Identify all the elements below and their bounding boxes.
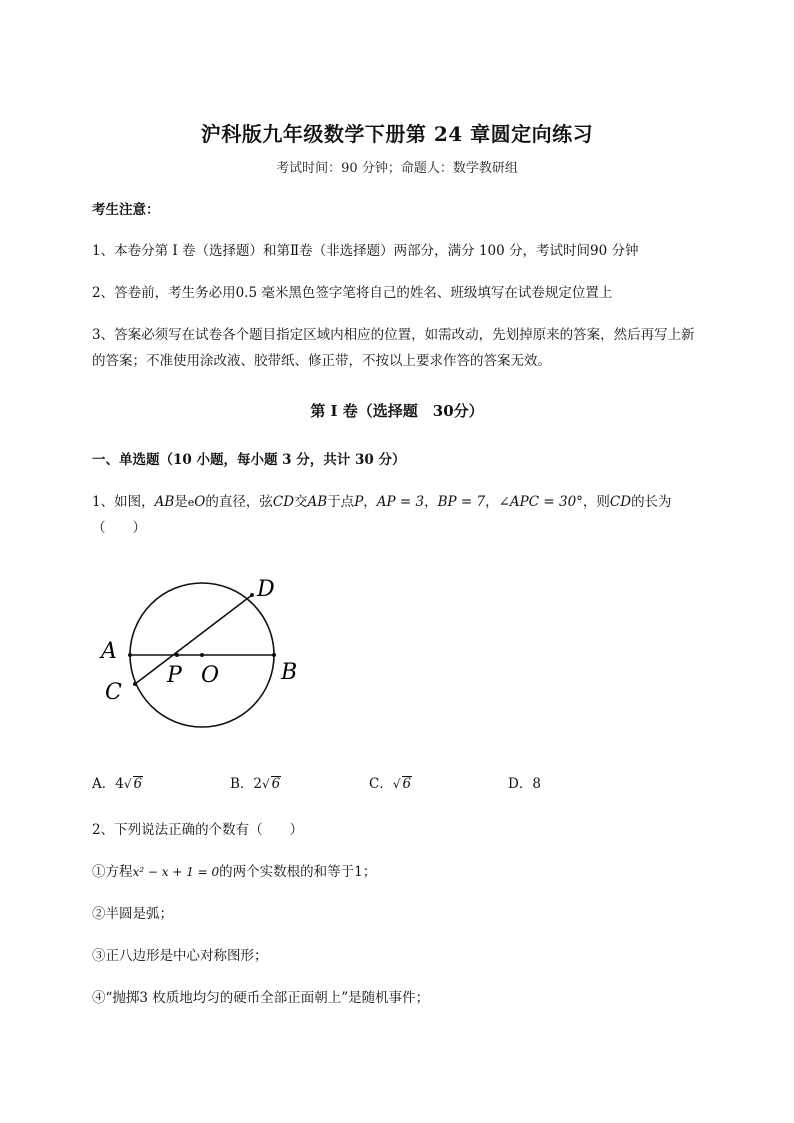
q1-text: 交 <box>294 494 308 510</box>
point-a <box>128 653 132 657</box>
label-d: D <box>257 577 275 602</box>
radical-sign: √ <box>392 777 401 791</box>
choice-coef: 2 <box>253 776 263 792</box>
label-b: B <box>281 660 298 685</box>
q1-text: 的直径，弦 <box>205 494 273 510</box>
statement-2: ②半圆是弧； <box>92 906 173 922</box>
q1-math-bp: BP = 7 <box>437 494 486 510</box>
statement-1 <box>92 858 752 886</box>
statement-3: ③正八边形是中心对称图形； <box>92 948 268 964</box>
q1-math-p: P <box>354 494 364 510</box>
q1-math-ap: AP = 3 <box>376 494 425 510</box>
statement-4: ④“抛掷3 枚质地均匀的硬币全部正面朝上”是随机事件； <box>92 990 430 1006</box>
notice-item-3-cont: 的答案；不准使用涂改液、胶带纸、修正带，不按以上要求作答的答案无效。 <box>92 353 551 369</box>
section-heading: 一、单选题（10 小题，每小题 3 分，共计 30 分） <box>92 452 406 468</box>
choice-b[interactable] <box>230 772 281 792</box>
q1-math-o: O <box>194 494 206 510</box>
choice-letter: A． <box>92 776 116 792</box>
notice-item-1: 1、本卷分第 I 卷（选择题）和第Ⅱ卷（非选择题）两部分，满分 100 分，考试时间90 分钟 <box>92 243 639 259</box>
q1-math-ab: AB <box>307 494 328 510</box>
choice-a[interactable] <box>92 772 143 792</box>
label-o: O <box>201 663 220 688</box>
notice-heading: 考生注意： <box>92 202 160 218</box>
q1-text: 于点 <box>327 494 355 510</box>
q1-text: ， <box>485 494 499 510</box>
point-o <box>200 653 204 657</box>
choice-radicand: 6 <box>133 776 143 792</box>
label-c: C <box>105 680 122 705</box>
point-d <box>250 593 254 597</box>
q1-math-cd: CD <box>609 494 632 510</box>
choice-coef: 8 <box>532 776 541 792</box>
question-1-stem <box>92 488 752 517</box>
choice-radicand: 6 <box>402 776 412 792</box>
point-c <box>133 682 137 686</box>
label-a: A <box>101 639 117 664</box>
question-1-choices <box>92 772 692 794</box>
part-title: 第 I 卷（选择题 30分） <box>310 402 484 420</box>
question-2-stem: 2、下列说法正确的个数有（ ） <box>92 822 304 838</box>
choice-c[interactable] <box>369 772 412 792</box>
q1-text: 是 <box>174 494 188 510</box>
point-p <box>175 653 179 657</box>
choice-letter: D． <box>508 776 533 792</box>
radical-sign: √ <box>123 777 132 791</box>
choice-letter: C． <box>369 776 393 792</box>
circle-figure <box>95 568 315 738</box>
q1-text: ， <box>424 494 438 510</box>
q1-circle-symbol: e <box>187 496 195 509</box>
q1-math-cd: CD <box>272 494 295 510</box>
radical-sign: √ <box>262 777 270 791</box>
choice-letter: B． <box>230 776 254 792</box>
label-p: P <box>167 663 182 688</box>
page-title: 沪科版九年级数学下册第 24 章圆定向练习 <box>200 122 594 146</box>
chord-cd <box>135 595 252 684</box>
statement-text: 的两个实数根的和等于1； <box>219 864 377 880</box>
choice-coef: 4 <box>115 776 124 792</box>
q1-text: 1、如图， <box>92 494 155 510</box>
q1-math-ab: AB <box>154 494 175 510</box>
exam-info: 考试时间：90 分钟；命题人：数学教研组 <box>276 161 518 176</box>
q1-text: ，则 <box>582 494 610 510</box>
statement-text: ①方程 <box>92 864 133 880</box>
choice-d[interactable] <box>508 772 541 792</box>
notice-item-2: 2、答卷前，考生务必用0.5 毫米黑色签字笔将自己的姓名、班级填写在试卷规定位置上 <box>92 285 613 301</box>
notice-item-3: 3、答案必须写在试卷各个题目指定区域内相应的位置，如需改动，先划掉原来的答案，然后再写上新 <box>92 327 695 343</box>
equation: x² − x + 1 = 0 <box>132 865 220 879</box>
point-b <box>272 653 276 657</box>
question-1-blank: （ ） <box>92 520 146 536</box>
q1-text: ， <box>363 494 377 510</box>
choice-radicand: 6 <box>271 776 281 792</box>
q1-text: 的长为 <box>631 494 672 510</box>
q1-math-angle: ∠APC = 30° <box>498 494 583 510</box>
